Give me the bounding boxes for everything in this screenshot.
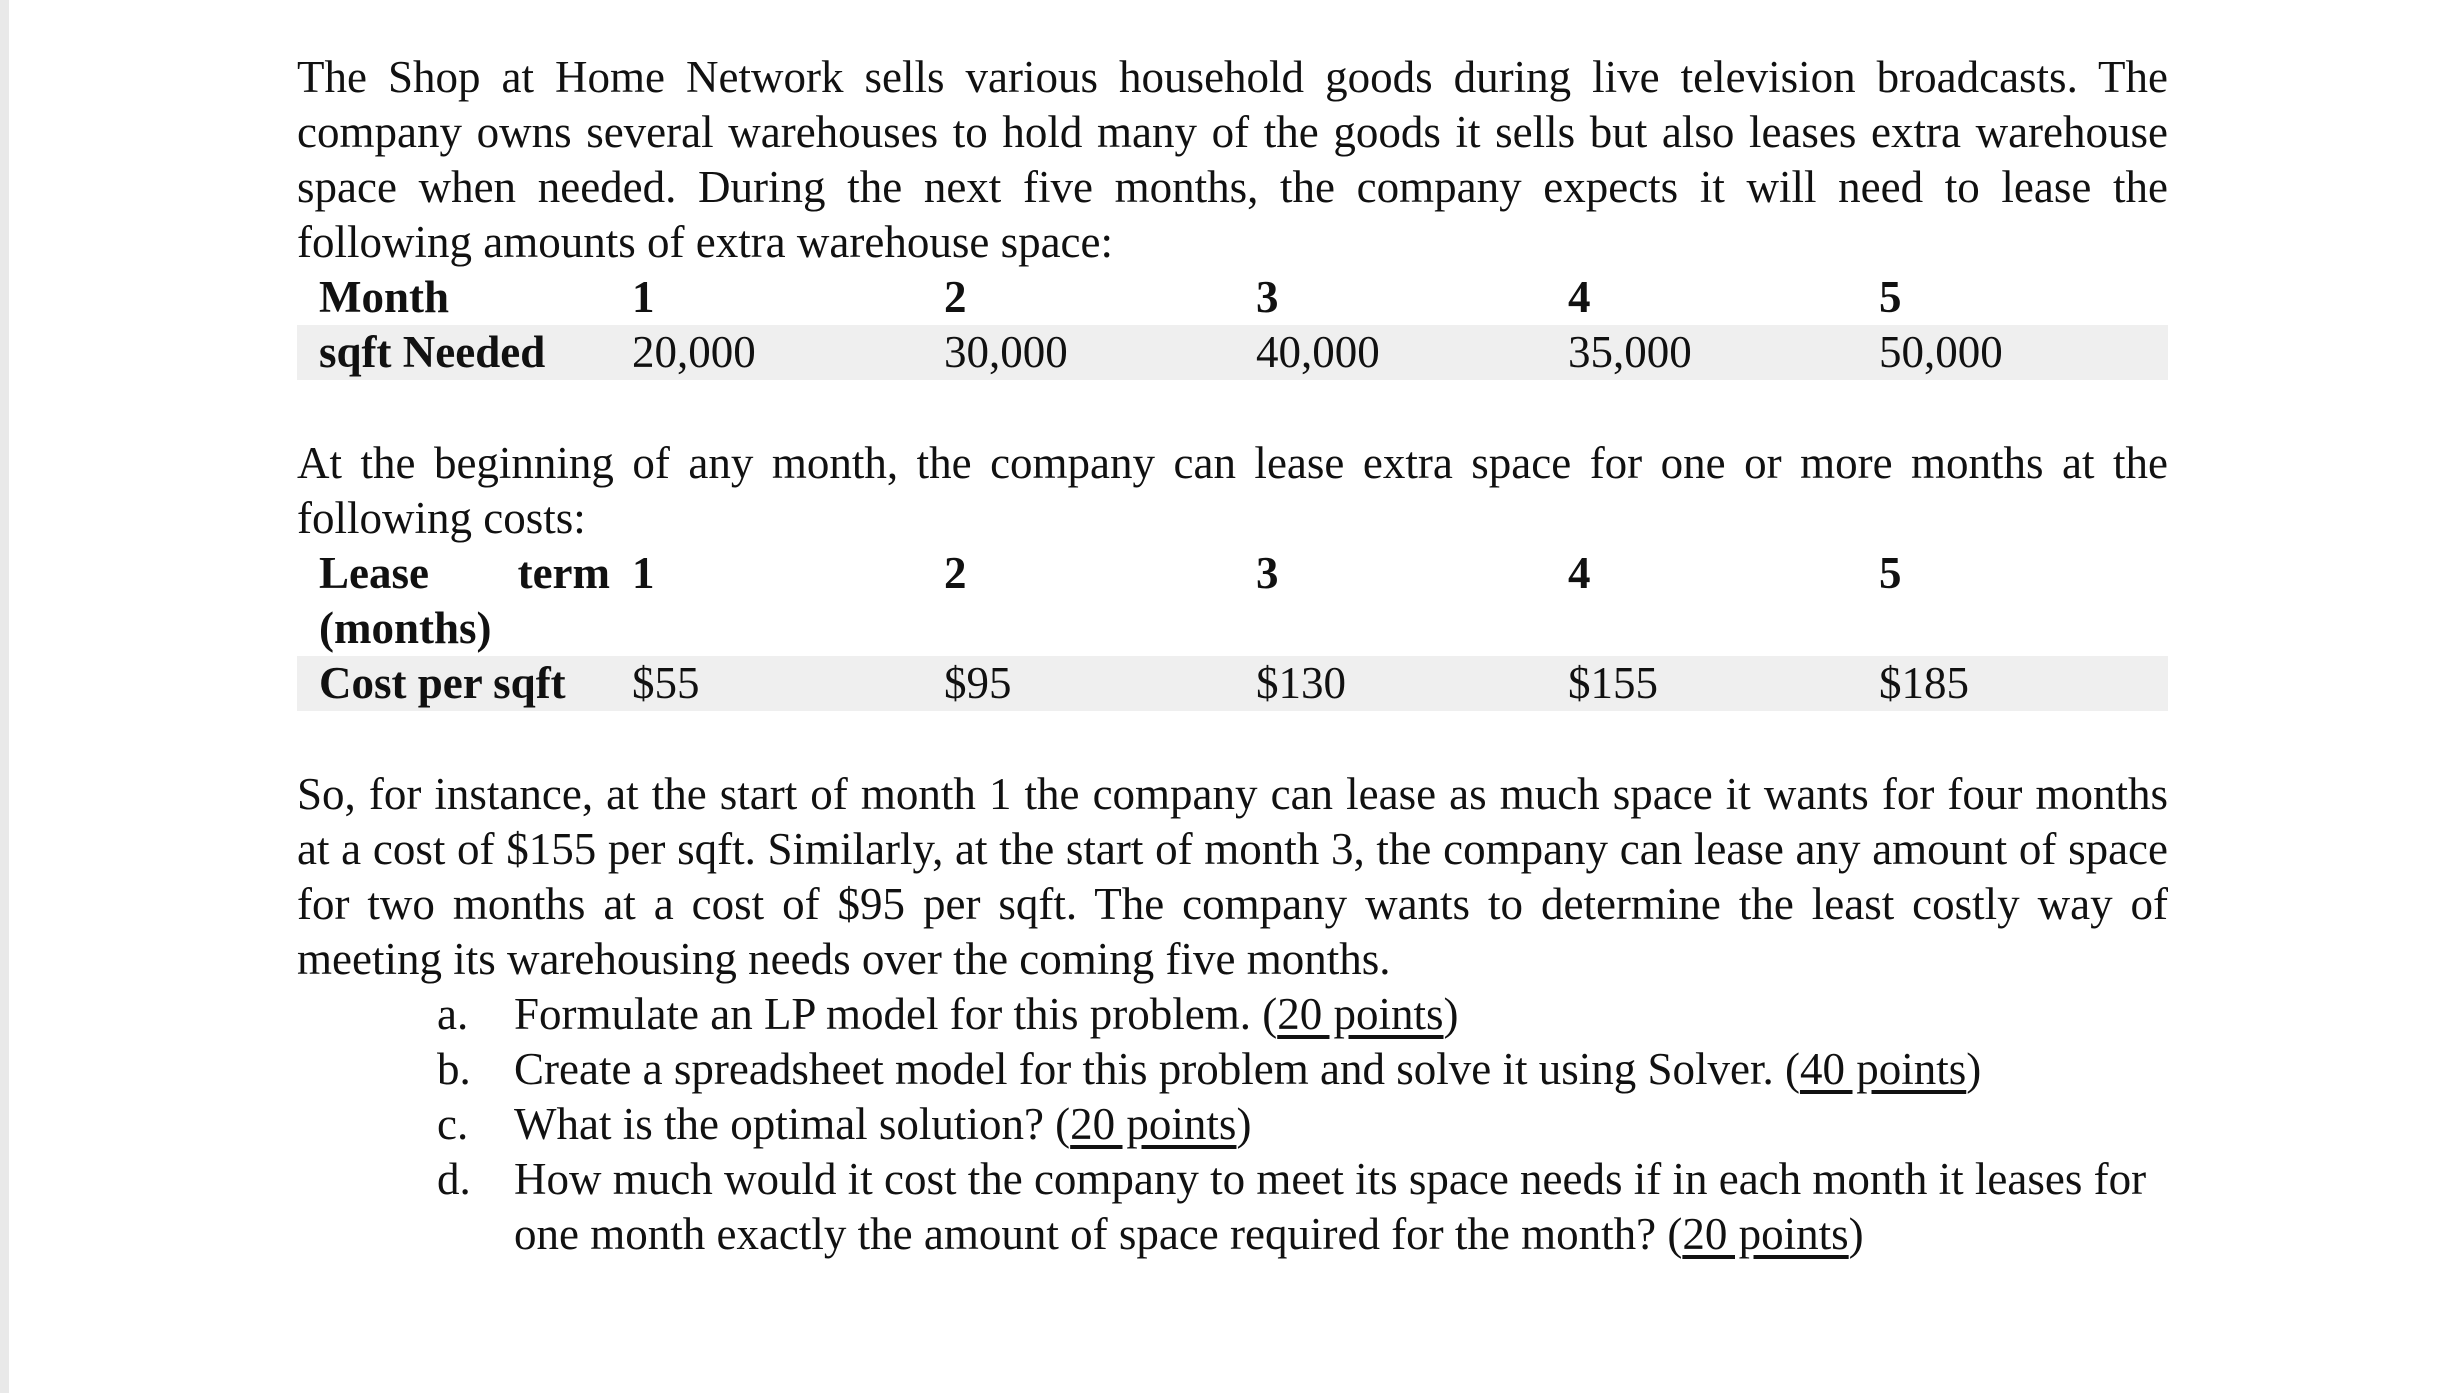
cost-label: Cost per sqft — [297, 656, 610, 711]
lease-word: Lease — [319, 548, 429, 598]
term-cell: 3 — [1256, 548, 1279, 598]
sqft-cell: 50,000 — [1857, 325, 2168, 380]
month-cell: 5 — [1879, 272, 1902, 322]
intro-paragraph: The Shop at Home Network sells various household goods during live television broadcasts. The company owns several warehouses to hold many of the goods it sells but also leases extra warehouse space when needed. During the next five months, the company expects it will need to lease the following amounts of extra warehouse space: — [297, 52, 2168, 267]
lease-intro-paragraph: At the beginning of any month, the company can lease extra space for one or more months at the following costs: — [297, 438, 2168, 543]
question-item: d. How much would it cost the company to meet its space needs if in each month it leases for one month exactly the amount of space required for the month? (20 points) — [437, 1154, 2147, 1259]
term-cell: 1 — [632, 548, 655, 598]
page-left-edge — [0, 0, 9, 1393]
question-marker: a. — [437, 989, 469, 1039]
question-text: Create a spreadsheet model for this problem and solve it using Solver. — [514, 1044, 1785, 1094]
cost-cell: $185 — [1857, 656, 2168, 711]
term-cell: 2 — [944, 548, 967, 598]
term-cell: 5 — [1879, 548, 1902, 598]
month-cell: 2 — [944, 272, 967, 322]
question-item: c. What is the optimal solution? (20 points) — [437, 1097, 2168, 1152]
sqft-cell: 20,000 — [610, 325, 922, 380]
sqft-label: sqft Needed — [297, 325, 610, 380]
question-marker: b. — [437, 1044, 471, 1094]
question-text: What is the optimal solution? — [514, 1099, 1056, 1149]
lease-term-label — [297, 546, 610, 656]
question-points: 20 points — [1682, 1209, 1849, 1259]
month-cell: 1 — [632, 272, 655, 322]
months-word: (months) — [319, 603, 492, 653]
spacer — [297, 380, 2168, 436]
term-cell: 4 — [1568, 548, 1591, 598]
cost-cell: $55 — [610, 656, 922, 711]
term-word: term — [517, 548, 610, 598]
sqft-row — [297, 325, 2168, 380]
question-text: How much would it cost the company to meet its space needs if in each month it leases for one month exactly the amount of space required for the month? — [514, 1154, 2147, 1259]
question-marker: c. — [437, 1099, 469, 1149]
cost-cell: $155 — [1546, 656, 1857, 711]
cost-cell: $130 — [1234, 656, 1546, 711]
month-cell: 4 — [1568, 272, 1591, 322]
lease-term-row — [297, 546, 2168, 656]
cost-cell: $95 — [922, 656, 1234, 711]
example-paragraph: So, for instance, at the start of month 1 the company can lease as much space it wants for four months at a cost of $155 per sqft. Similarly, at the start of month 3, the company can lease any amount of space for two months at a cost of $95 per sqft. The company wants to determine the least costly way of meeting its warehousing needs over the coming five months. — [297, 769, 2168, 984]
sqft-cell: 40,000 — [1234, 325, 1546, 380]
question-marker: d. — [437, 1154, 471, 1204]
cost-row — [297, 656, 2168, 711]
sqft-cell: 35,000 — [1546, 325, 1857, 380]
spacer — [297, 711, 2168, 767]
sqft-cell: 30,000 — [922, 325, 1234, 380]
question-points: 40 points — [1799, 1044, 1967, 1094]
question-text: Formulate an LP model for this problem. — [514, 989, 1263, 1039]
question-item: b. Create a spreadsheet model for this problem and solve it using Solver. (40 points) — [437, 1042, 2168, 1097]
month-cell: 3 — [1256, 272, 1279, 322]
month-row — [297, 270, 2168, 325]
question-list — [297, 987, 2168, 1262]
month-label: Month — [319, 272, 450, 322]
question-item: a. Formulate an LP model for this problem. (20 points) — [437, 987, 2168, 1042]
space-needed-table — [297, 270, 2168, 380]
question-points: 20 points — [1277, 989, 1444, 1039]
question-points: 20 points — [1070, 1099, 1237, 1149]
lease-term-label-line — [319, 546, 610, 601]
document-page — [297, 50, 2168, 1262]
lease-cost-table — [297, 546, 2168, 711]
